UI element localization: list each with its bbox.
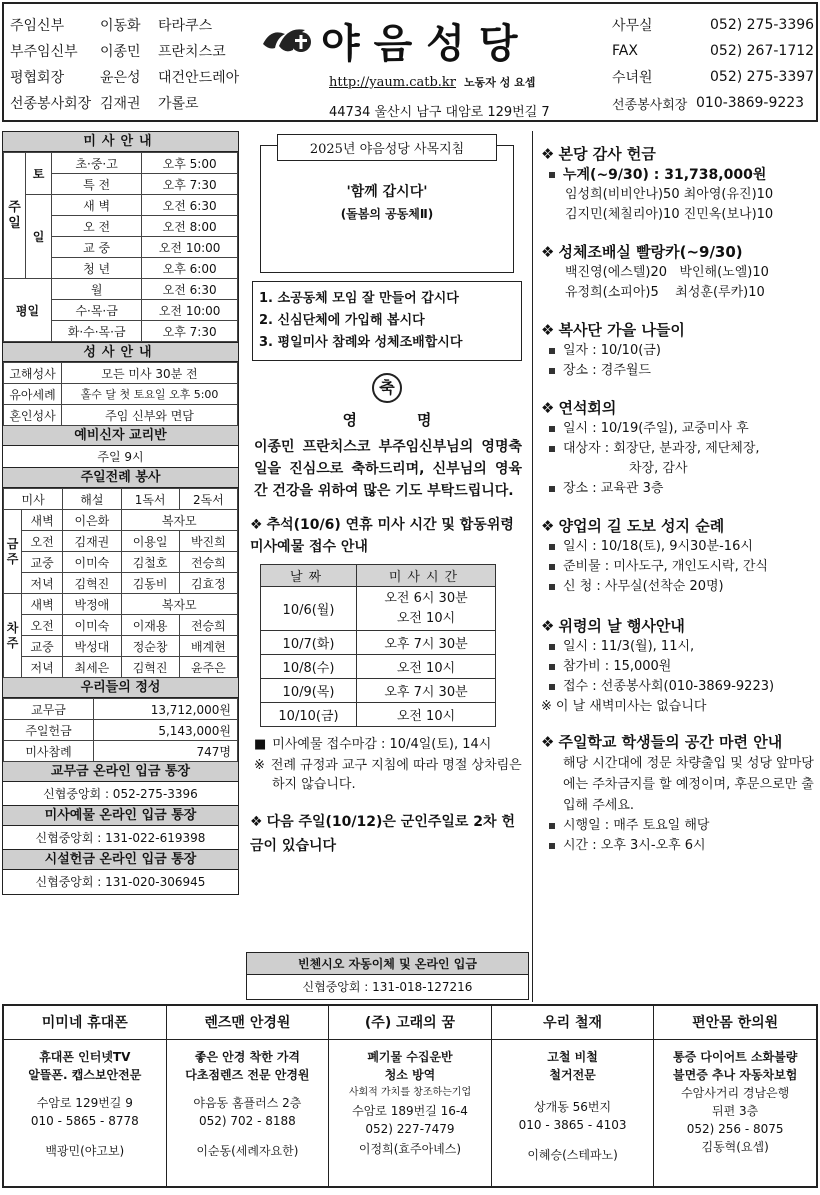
service-mass: 교중 xyxy=(22,636,63,657)
chuseok-col-date: 날짜 xyxy=(261,565,357,587)
service-header: 해설 xyxy=(63,489,121,510)
plan-sub: (돌봄의 공동체Ⅱ) xyxy=(340,207,434,221)
sacrament-info: 모든 미사 30분 전 xyxy=(62,363,238,384)
church-title xyxy=(259,8,579,68)
next-week-label: 차주 xyxy=(4,594,22,678)
mass-name: 청 년 xyxy=(52,258,142,279)
mass-name: 수·목·금 xyxy=(52,300,142,321)
next-sunday-notice: ❖ 다음 주일(10/12)은 군인주일로 2차 헌금이 있습니다 xyxy=(250,814,515,854)
mass-time: 오전 6:30 xyxy=(142,279,238,300)
contact-row xyxy=(612,64,817,90)
contact-row xyxy=(612,90,817,116)
service-header: 2독서 xyxy=(179,489,237,510)
bullet-item: 접수 : 선종봉사회(010-3869-9223) xyxy=(541,677,818,697)
plan-goals xyxy=(252,281,522,361)
thanks-section xyxy=(541,143,818,225)
service-person: 이미숙 xyxy=(63,615,121,636)
service-person: 정순창 xyxy=(121,636,179,657)
ad-card: 편안몸 한의원 통증 다이어트 소화불량 불면증 추나 자동차보험 수암사거리 경남은행 뒤편 3층 052) 256 - 8075 김동혁(요셉) xyxy=(654,1006,816,1186)
mass-name: 새 벽 xyxy=(52,195,142,216)
contact-row xyxy=(612,38,817,64)
staff-baptism: 대건안드레아 xyxy=(158,70,240,86)
mass-time: 오전 10:00 xyxy=(142,237,238,258)
bullet-continuation: 차장, 감사 xyxy=(629,461,688,476)
staff-name: 김재권 xyxy=(100,96,141,112)
vincent-value: 신협중앙회 : 131-018-127216 xyxy=(302,980,473,994)
bullet-item: 장소 : 경주월드 xyxy=(541,361,818,381)
church-address: 44734 울산시 남구 대암로 129번길 7 xyxy=(329,105,550,120)
ad-card: 미미네 휴대폰 휴대폰 인터넷TV 알뜰폰. 캡스보안전문 수암로 129번길 9 010 - 5865 - 8778 백광민(야고보) xyxy=(4,1006,167,1186)
service-mass: 오전 xyxy=(22,615,63,636)
donor-line: 백진영(에스텔)20 박인해(노엘)10 xyxy=(565,265,769,280)
donor-line: 유정희(소피아)5 최성훈(루카)10 xyxy=(565,285,765,300)
service-mass: 새벽 xyxy=(22,594,63,615)
contact-label: 사무실 xyxy=(612,18,653,34)
service-person: 김철호 xyxy=(121,552,179,573)
service-person: 박진희 xyxy=(179,531,237,552)
service-header: 미사 xyxy=(4,489,63,510)
service-person: 윤주은 xyxy=(179,657,237,678)
plan-motto: '함께 갑시다' xyxy=(346,184,428,200)
chuseok-date: 10/9(목) xyxy=(261,679,357,703)
chuseok-time: 오전 10시 xyxy=(357,655,496,679)
ad-title: 미미네 휴대폰 xyxy=(4,1006,166,1040)
this-week-label: 금주 xyxy=(4,510,22,594)
requiem-note: ※ 이 날 새벽미사는 없습니다 xyxy=(541,699,707,714)
offering-label: 미사참례 xyxy=(4,741,94,762)
vincent-title: 빈첸시오 자동이체 및 온라인 입금 xyxy=(247,953,528,975)
diamond-icon: ❖ xyxy=(250,814,263,830)
chuseok-time: 오전 10시 xyxy=(396,610,456,626)
mass-time: 오전 10:00 xyxy=(142,300,238,321)
section-heading: ❖ 양업의 길 도보 성지 순례 xyxy=(541,517,725,535)
chuseok-date: 10/8(수) xyxy=(261,655,357,679)
right-column xyxy=(532,131,818,1002)
chuseok-time: 오후 7시 30분 xyxy=(357,679,496,703)
staff-row xyxy=(10,12,250,38)
staff-role: 선종봉사회장 xyxy=(10,96,92,112)
mass-name: 화·수·목·금 xyxy=(52,321,142,342)
chuseok-time: 오후 7시 30분 xyxy=(357,631,496,655)
service-person: 배계현 xyxy=(179,636,237,657)
website-url[interactable]: http://yaum.catb.kr xyxy=(329,75,457,90)
account-value: 신협중앙회 : 131-020-306945 xyxy=(35,875,206,889)
sunday-label: 주일 xyxy=(4,153,26,279)
service-person: 김혁진 xyxy=(63,573,121,594)
service-header: 1독서 xyxy=(121,489,179,510)
contact-list xyxy=(612,12,817,116)
church-name: 야음성당 xyxy=(321,21,532,67)
ad-title: (주) 고래의 꿈 xyxy=(329,1006,491,1040)
contact-number: 052) 275-3396 xyxy=(710,17,815,33)
sacrament-name: 고해성사 xyxy=(4,363,62,384)
plan-goal: 1. 소공동체 모임 잘 만들어 갑시다 xyxy=(259,291,459,306)
mass-name: 월 xyxy=(52,279,142,300)
donor-line: 임성희(비비안나)50 최아영(유진)10 xyxy=(565,187,774,202)
bullet-item: 일자 : 10/10(금) xyxy=(541,341,818,361)
offering-label: 교무금 xyxy=(4,699,94,720)
celebration-text: 이종민 프란치스코 부주임신부님의 영명축일을 진심으로 축하드리며, 신부님의 영육간 건강을 위하여 많은 기도 부탁드립니다. xyxy=(254,439,522,499)
staff-list xyxy=(10,12,250,116)
mass-time: 오후 5:00 xyxy=(142,153,238,174)
left-column xyxy=(2,131,239,895)
chuseok-table xyxy=(260,564,496,727)
service-person: 김효정 xyxy=(179,573,237,594)
sun-label: 일 xyxy=(26,195,52,279)
staff-role: 부주임신부 xyxy=(10,44,78,60)
contact-number: 052) 267-1712 xyxy=(710,43,815,59)
ad-title: 렌즈맨 안경원 xyxy=(167,1006,329,1040)
service-person: 박성대 xyxy=(63,636,121,657)
middle-column xyxy=(246,131,528,858)
staff-baptism: 가롤로 xyxy=(158,96,199,112)
service-person: 박정애 xyxy=(63,594,121,615)
bullet-item: 신 청 : 사무실(선착순 20명) xyxy=(541,577,818,597)
school-section xyxy=(541,731,818,856)
contact-label: 수녀원 xyxy=(612,70,653,86)
section-heading: ❖ 연석회의 xyxy=(541,399,617,417)
ad-title: 편안몸 한의원 xyxy=(654,1006,816,1040)
vincent-account xyxy=(246,952,529,1000)
ad-card: (주) 고래의 꿈 폐기물 수집운반 청소 방역 사회적 가치를 창조하는기업 수암로 189번길 16-4 052) 227-7479 이정희(효주아녜스) xyxy=(329,1006,492,1186)
service-table xyxy=(3,488,238,678)
sacrament-table xyxy=(3,362,238,426)
section-heading: ❖ 본당 감사 헌금 xyxy=(541,145,656,163)
staff-row xyxy=(10,64,250,90)
account-title: 시설헌금 온라인 입금 통장 xyxy=(3,850,238,870)
mass-name: 교 중 xyxy=(52,237,142,258)
section-heading: ❖ 주일학교 학생들의 공간 마련 안내 xyxy=(541,733,783,751)
ad-card: 렌즈맨 안경원 좋은 안경 착한 가격 다초점렌즈 전문 안경원 야음동 홈플러스 2층 052) 702 - 8188 이순동(세례자요한) xyxy=(167,1006,330,1186)
website-tag: 노동자 성 요셉 xyxy=(464,76,536,89)
feast-celebration xyxy=(246,373,528,430)
chuseok-date: 10/7(화) xyxy=(261,631,357,655)
sat-label: 토 xyxy=(26,153,52,195)
staff-role: 주임신부 xyxy=(10,18,65,34)
bullet-item: 일시 : 11/3(월), 11시, xyxy=(541,637,818,657)
service-title: 주일전례 봉사 xyxy=(3,468,238,488)
bullet-item: 일시 : 10/18(토), 9시30분-16시 xyxy=(541,537,818,557)
catechumen-value: 주일 9시 xyxy=(3,446,238,468)
service-mass: 저녁 xyxy=(22,657,63,678)
header xyxy=(2,2,818,122)
service-mass: 교중 xyxy=(22,552,63,573)
mass-time: 오후 7:30 xyxy=(142,321,238,342)
bullet-item: 준비물 : 미사도구, 개인도시락, 간식 xyxy=(541,557,818,577)
pilgrim-section xyxy=(541,515,818,597)
chuseok-col-time: 미사시간 xyxy=(357,565,496,587)
bullet-item: 장소 : 교육관 3층 xyxy=(541,479,818,499)
chuseok-note: ※ 전례 규정과 교구 지침에 따라 명절 상차림은 하지 않습니다. xyxy=(254,758,522,792)
mass-title: 미사안내 xyxy=(3,132,238,152)
service-person: 복자모 xyxy=(121,594,238,615)
mass-name: 특 전 xyxy=(52,174,142,195)
bullet-item: 대상자 : 회장단, 분과장, 제단체장, xyxy=(541,439,818,459)
service-person: 김혁진 xyxy=(121,657,179,678)
donor-line: 김지민(체칠리아)10 진민옥(보나)10 xyxy=(565,207,774,222)
service-person: 이용일 xyxy=(121,531,179,552)
account-title: 교무금 온라인 입금 통장 xyxy=(3,762,238,782)
service-person: 전승희 xyxy=(179,615,237,636)
service-person: 복자모 xyxy=(121,510,238,531)
chuseok-date: 10/10(금) xyxy=(261,703,357,727)
catechumen-title: 예비신자 교리반 xyxy=(3,426,238,446)
section-heading: ❖ 복사단 가을 나들이 xyxy=(541,321,685,339)
mass-time: 오후 6:00 xyxy=(142,258,238,279)
mass-name: 오 전 xyxy=(52,216,142,237)
mass-time: 오전 8:00 xyxy=(142,216,238,237)
contact-row xyxy=(612,12,817,38)
chuseok-time: 오전 6시 30분 xyxy=(384,590,468,606)
mass-time: 오후 7:30 xyxy=(142,174,238,195)
mass-table xyxy=(3,152,238,342)
church-logo-icon xyxy=(259,16,315,60)
candle-section xyxy=(541,241,818,303)
celebration-title: 영명 xyxy=(342,411,492,429)
school-text: 해당 시간대에 정문 차량출입 및 성당 앞마당에는 주차금지를 할 예정이며, 후문으로만 출입해 주세요. xyxy=(563,756,814,813)
account-title: 미사예물 온라인 입금 통장 xyxy=(3,806,238,826)
contact-number: 052) 275-3397 xyxy=(710,69,815,85)
offering-title: 우리들의 정성 xyxy=(3,678,238,698)
altar-section xyxy=(541,319,818,381)
staff-row xyxy=(10,38,250,64)
sacrament-title: 성사안내 xyxy=(3,342,238,362)
service-mass: 오전 xyxy=(22,531,63,552)
bullet-item: 누계(~9/30) : 31,738,000원 xyxy=(541,165,818,185)
sacrament-info: 주임 신부와 면담 xyxy=(62,405,238,426)
advertisements xyxy=(2,1004,818,1188)
sacrament-name: 유아세례 xyxy=(4,384,62,405)
account-value: 신협중앙회 : 052-275-3396 xyxy=(3,782,238,806)
service-person: 이은화 xyxy=(63,510,121,531)
service-person: 이미숙 xyxy=(63,552,121,573)
plan-goal: 3. 평일미사 참례와 성체조배합시다 xyxy=(259,335,463,350)
bullet-item: 시간 : 오후 3시-오후 6시 xyxy=(541,836,818,856)
ad-card: 우리 철재 고철 비철 철거전문 상개동 56번지 010 - 3865 - 4103 이혜승(스테파노) xyxy=(492,1006,655,1186)
chuseok-note: ■ 미사예물 접수마감 : 10/4일(토), 14시 xyxy=(254,737,492,752)
contact-label: FAX xyxy=(612,43,638,59)
chuseok-time: 오전 10시 xyxy=(357,703,496,727)
plan-goal: 2. 신심단체에 가입해 봅시다 xyxy=(259,313,425,328)
service-person: 김동비 xyxy=(121,573,179,594)
service-mass: 저녁 xyxy=(22,573,63,594)
mass-name: 초·중·고 xyxy=(52,153,142,174)
offering-table xyxy=(3,698,238,762)
section-heading: ❖ 성체조배실 빨랑카(~9/30) xyxy=(541,243,743,261)
plan-title: 2025년 야음성당 사목지침 xyxy=(277,134,497,161)
staff-name: 이동화 xyxy=(100,18,141,34)
offering-value: 747명 xyxy=(94,741,238,762)
sacrament-name: 혼인성사 xyxy=(4,405,62,426)
mass-time: 오전 6:30 xyxy=(142,195,238,216)
ad-title: 우리 철재 xyxy=(492,1006,654,1040)
website[interactable] xyxy=(329,74,535,90)
chuseok-date: 10/6(월) xyxy=(261,587,357,631)
service-person: 김재권 xyxy=(63,531,121,552)
bullet-item: 시행일 : 매주 토요일 해당 xyxy=(541,816,818,836)
chuseok-heading-text: 추석(10/6) 연휴 미사 시간 및 합동위령 미사예물 접수 안내 xyxy=(250,517,514,555)
offering-value: 13,712,000원 xyxy=(94,699,238,720)
staff-name: 이종민 xyxy=(100,44,141,60)
chuseok-heading xyxy=(250,514,522,558)
celebration-icon: 축 xyxy=(372,373,402,403)
service-person: 최세은 xyxy=(63,657,121,678)
diamond-icon: ❖ xyxy=(250,517,263,533)
service-person: 이재용 xyxy=(121,615,179,636)
pastoral-plan xyxy=(260,142,514,273)
account-value: 신협중앙회 : 131-022-619398 xyxy=(3,826,238,850)
service-person: 전승희 xyxy=(179,552,237,573)
offering-label: 주일헌금 xyxy=(4,720,94,741)
staff-baptism: 타라쿠스 xyxy=(158,18,213,34)
contact-label: 선종봉사회장 xyxy=(612,97,688,113)
staff-row xyxy=(10,90,250,116)
contact-number: 010-3869-9223 xyxy=(696,95,805,111)
staff-name: 윤은성 xyxy=(100,70,141,86)
bullet-item: 일시 : 10/19(주일), 교중미사 후 xyxy=(541,419,818,439)
weekday-label: 평일 xyxy=(4,279,52,342)
staff-baptism: 프란치스코 xyxy=(158,44,226,60)
section-heading: ❖ 위령의 날 행사안내 xyxy=(541,617,685,635)
training-section xyxy=(541,397,818,499)
offering-value: 5,143,000원 xyxy=(94,720,238,741)
sacrament-info: 홀수 달 첫 토요일 오후 5:00 xyxy=(62,384,238,405)
service-mass: 새벽 xyxy=(22,510,63,531)
staff-role: 평협회장 xyxy=(10,70,65,86)
requiem-section xyxy=(541,615,818,717)
bullet-item: 참가비 : 15,000원 xyxy=(541,657,818,677)
